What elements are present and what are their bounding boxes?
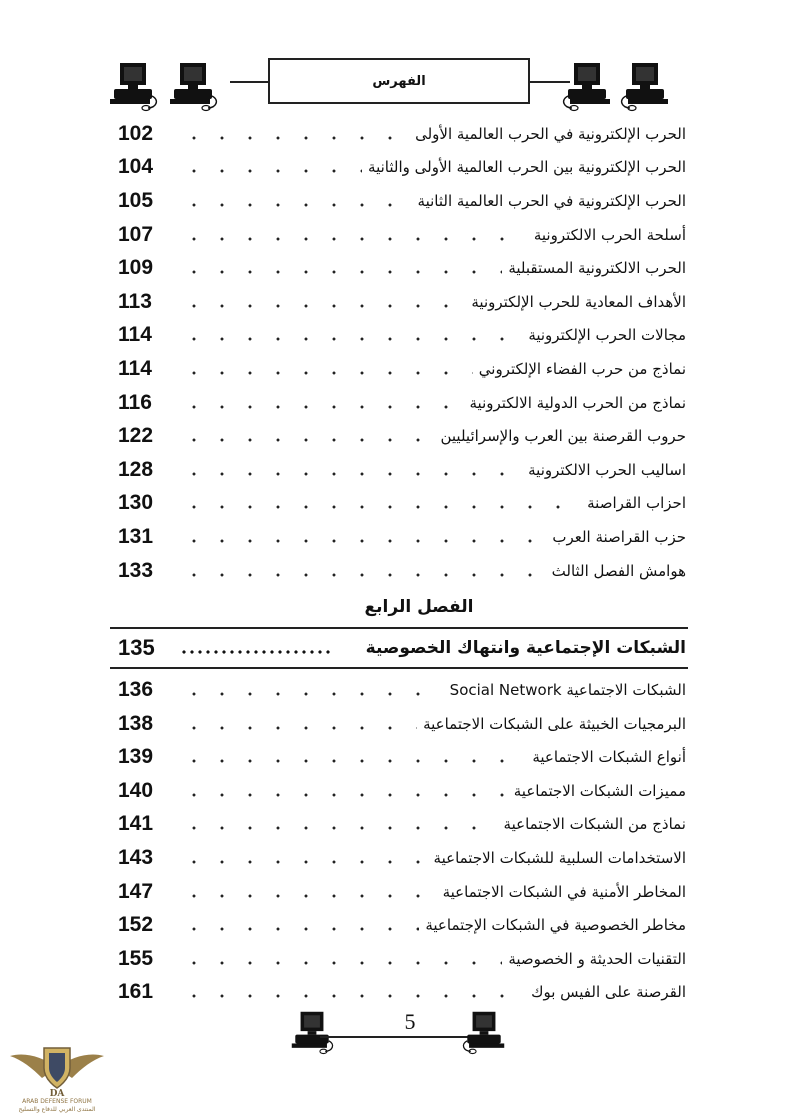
toc-page-number: 131 (118, 524, 154, 548)
toc-entry-title: حزب القراصنة العرب (552, 527, 686, 546)
toc-entry (110, 151, 688, 185)
toc-page-number: 139 (118, 745, 154, 769)
toc-page-number: 107 (118, 222, 154, 246)
dot-leader (180, 230, 528, 248)
toc-page-number: 114 (118, 356, 152, 380)
toc-page-number: 128 (118, 457, 154, 481)
toc-entry-title: الحرب الإلكترونية بين الحرب العالمية الأولى والثانية (368, 158, 686, 177)
toc-entry-title: الاستخدامات السلبية للشبكات الاجتماعية (433, 849, 686, 868)
toc-entry (110, 285, 688, 319)
table-of-contents (110, 117, 688, 1009)
toc-page-number: 143 (118, 846, 154, 870)
dot-leader (180, 819, 498, 837)
toc-entry (110, 352, 688, 386)
toc-entry (110, 487, 688, 521)
toc-entry-title: الحرب الإلكترونية في الحرب العالمية الأولى (415, 124, 686, 143)
toc-page-number: 155 (118, 946, 154, 970)
toc-entry-title: أنواع الشبكات الاجتماعية (532, 748, 686, 767)
dot-leader (180, 297, 465, 315)
dot-leader (180, 643, 330, 661)
toc-page-number: 141 (118, 812, 154, 836)
toc-entry (110, 520, 688, 554)
dot-leader (180, 364, 473, 382)
dot-leader (180, 129, 409, 147)
toc-page-number: 133 (118, 558, 154, 582)
dot-leader (180, 954, 502, 972)
toc-entry (110, 453, 688, 487)
toc-section-chapter-4 (110, 673, 688, 1009)
header-title-box (268, 58, 530, 104)
watermark-caption-ar: المنتدى العربي للدفاع والتسليح (18, 1106, 96, 1113)
dot-leader (180, 853, 428, 871)
toc-entry (110, 319, 688, 353)
toc-page-number: 102 (118, 121, 154, 145)
computer-icon (168, 60, 218, 112)
page-number: 5 (404, 1009, 416, 1034)
dot-leader (180, 920, 419, 938)
toc-page-number: 130 (118, 491, 154, 515)
dot-leader (180, 330, 522, 348)
toc-entry (110, 942, 688, 976)
toc-entry (110, 741, 688, 775)
toc-entry-title: الشبكات الاجتماعية Social Network (449, 681, 686, 700)
dot-leader (180, 887, 437, 905)
toc-entry (110, 554, 688, 588)
watermark-caption-en: ARAB DEFENSE FORUM (22, 1098, 92, 1105)
page-title: الفهرس (372, 73, 426, 89)
computer-icon (108, 60, 158, 112)
toc-entry (110, 908, 688, 942)
dot-leader (180, 465, 522, 483)
toc-entry (110, 875, 688, 909)
toc-page-number: 138 (118, 711, 154, 735)
toc-entry (110, 774, 688, 808)
toc-entry-title: هوامش الفصل الثالث (551, 561, 686, 580)
toc-page-number: 152 (118, 913, 154, 937)
toc-entry-title: احزاب القراصنة (587, 494, 686, 513)
page-footer (290, 1005, 530, 1065)
dot-leader (180, 685, 444, 703)
toc-entry-title: نماذج من حرب الفضاء الإلكتروني (478, 359, 686, 378)
dot-leader (180, 719, 417, 737)
toc-page-number: 113 (118, 289, 152, 313)
toc-entry-title: نماذج من الحرب الدولية الالكترونية (469, 393, 686, 412)
toc-page-number: 136 (118, 678, 154, 702)
toc-entry (110, 707, 688, 741)
toc-page-number: 161 (118, 980, 154, 1004)
toc-entry-title: أسلحة الحرب الالكترونية (533, 225, 686, 244)
dot-leader (180, 566, 546, 584)
dot-leader (180, 498, 581, 516)
computer-icon (462, 1009, 506, 1055)
watermark-caption (2, 1098, 112, 1114)
toc-entry-title: الأهداف المعادية للحرب الإلكترونية (471, 292, 686, 311)
toc-entry-title: الحرب الالكترونية المستقبلية (508, 259, 686, 278)
toc-entry (110, 841, 688, 875)
toc-page-number: 105 (118, 188, 154, 212)
toc-entry (110, 386, 688, 420)
toc-page-number: 116 (118, 390, 152, 414)
toc-entry (110, 184, 688, 218)
toc-entry-title: القرصنة على الفيس بوك (531, 983, 686, 1002)
toc-entry-title: الشبكات الإجتماعية وانتهاك الخصوصية (365, 638, 686, 659)
toc-page-number: 147 (118, 879, 154, 903)
toc-entry-title: اساليب الحرب الالكترونية (528, 460, 686, 479)
toc-page-number: 140 (118, 778, 154, 802)
toc-page-number: 114 (118, 323, 152, 347)
dot-leader (180, 987, 525, 1005)
watermark-logo (2, 1038, 112, 1116)
toc-page-number: 104 (118, 155, 154, 179)
toc-entry (110, 218, 688, 252)
toc-entry-title: نماذج من الشبكات الاجتماعية (503, 815, 686, 834)
dot-leader (180, 786, 508, 804)
toc-entry-title: البرمجيات الخبيثة على الشبكات الاجتماعية (423, 714, 686, 733)
toc-entry-title: مميزات الشبكات الاجتماعية (513, 781, 686, 800)
toc-section-chapter-3 (110, 117, 688, 587)
computer-icon (562, 60, 612, 112)
page-header (100, 52, 700, 122)
dot-leader (180, 752, 526, 770)
toc-entry (110, 808, 688, 842)
dot-leader (180, 398, 464, 416)
toc-entry-title: مخاطر الخصوصية في الشبكات الإجتماعية (425, 916, 686, 935)
toc-entry-title: الحرب الإلكترونية في الحرب العالمية الثانية (417, 191, 686, 210)
emblem-letters: DA (49, 1089, 65, 1098)
forum-emblem-icon (2, 1038, 112, 1098)
chapter-heading: الفصل الرابع (364, 597, 474, 618)
toc-entry-title: حروب القرصنة بين العرب والإسرائيليين (440, 427, 686, 446)
dot-leader (180, 196, 412, 214)
computer-icon (290, 1009, 334, 1055)
toc-entry-title: المخاطر الأمنية في الشبكات الاجتماعية (442, 882, 686, 901)
toc-entry-title: التقنيات الحديثة و الخصوصية (508, 949, 686, 968)
dot-leader (180, 263, 502, 281)
toc-entry (110, 117, 688, 151)
toc-entry (110, 419, 688, 453)
toc-major-entry (110, 627, 688, 669)
toc-page-number: 135 (118, 635, 155, 661)
dot-leader (180, 532, 546, 550)
dot-leader (180, 431, 434, 449)
computer-icon (620, 60, 670, 112)
dot-leader (180, 162, 362, 180)
toc-entry-title: مجالات الحرب الإلكترونية (528, 326, 686, 345)
toc-page-number: 122 (118, 424, 154, 448)
toc-page-number: 109 (118, 256, 154, 280)
toc-entry (110, 673, 688, 707)
toc-entry (110, 251, 688, 285)
